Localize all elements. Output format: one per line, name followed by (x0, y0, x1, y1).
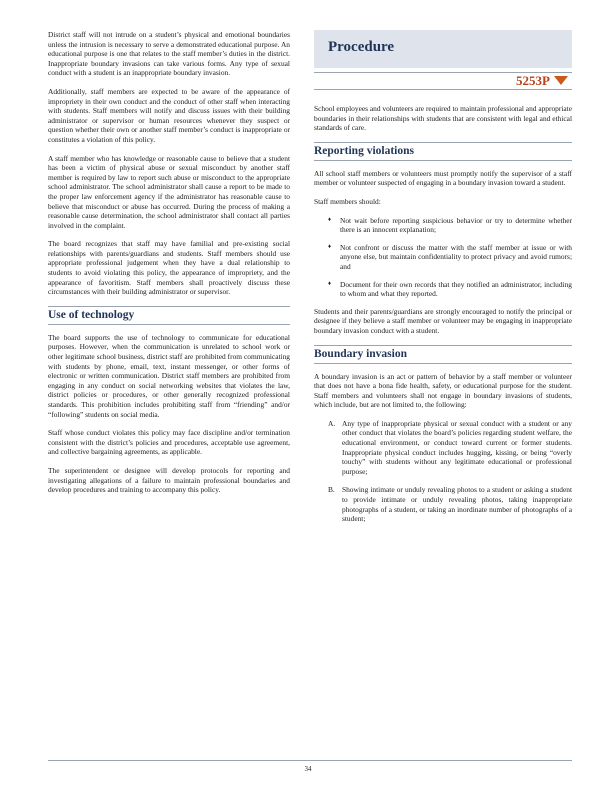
left-column (48, 30, 290, 504)
procedure-title: Procedure (328, 39, 395, 55)
list-item: B. Showing intimate or unduly revealing photos to a student or asking a student to provide intimate or unduly revealing photos, taking inappropriate photographs of a student, or taking an inordinate number of photographs of a student; (328, 485, 572, 524)
body-paragraph: District staff will not intrude on a student’s physical and emotional boundaries unless the intrusion is necessary to serve a demonstrated educational purpose. An educational purpose is one that relates to the staff member’s duties in the district. Inappropriate boundary invasions can take various forms. Any type of sexual conduct with a student is an inappropriate boundary invasion. (48, 30, 290, 78)
list-item: ♦ Not wait before reporting suspicious behavior or try to determine whether there is an innocent explanation; (328, 215, 572, 235)
body-paragraph: The superintendent or designee will develop protocols for reporting and investigating allegations of a failure to maintain professional boundaries and develop procedures and training to accompany this policy. (48, 465, 290, 495)
footer-rule (48, 760, 572, 761)
section-heading-reporting: Reporting violations (314, 142, 572, 161)
down-triangle-icon (554, 76, 568, 85)
list-item: ♦ Document for their own records that they notified an administrator, including to whom and what they reported. (328, 279, 572, 299)
body-paragraph: All school staff members or volunteers must promptly notify the supervisor of a staff member or volunteer suspected of engaging in a boundary invasion toward a student. (314, 168, 572, 188)
policy-code-bar (314, 72, 572, 90)
body-paragraph: Additionally, staff members are expected to be aware of the appearance of impropriety in their own conduct and the conduct of other staff when interacting with students. Staff members will notify and discuss issues with their building administrator or supervisor or human resources whenever they suspect or question whether their own or another staff member’s conduct is inappropriate or constitutes a violation of this policy. (48, 86, 290, 144)
diamond-bullet-icon: ♦ (328, 243, 332, 250)
body-paragraph: A boundary invasion is an act or pattern of behavior by a staff member or volunteer that does not have a bona fide health, safety, or educational purpose for the student. Staff members and volunteers shall not engage in boundary invasions of students, which include, but are not limited to, the following: (314, 371, 572, 410)
list-item: ♦ Not confront or discuss the matter with the staff member at issue or with anyone else, but maintain confidentiality to protect privacy and avoid rumors; and (328, 242, 572, 271)
page-number: 34 (304, 765, 312, 773)
boundary-invasion-list (314, 419, 572, 524)
section-heading-boundary: Boundary invasion (314, 345, 572, 364)
body-paragraph: School employees and volunteers are required to maintain professional and appropriate boundaries in their relationships with students that are consistent with legal and ethical standards of care. (314, 104, 572, 133)
body-paragraph: The board recognizes that staff may have familial and pre-existing social relationships with parents/guardians and students. Staff members should use appropriate professional judgement when they have a dual relationship to students to avoid violating this policy, the appearance of impropriety, and the appearance of favoritism. Staff members shall proactively discuss these circumstances with their building administrator or supervisor. (48, 239, 290, 297)
body-paragraph: Staff whose conduct violates this policy may face discipline and/or termination consistent with the district’s policies and procedures, acceptable use agreement, and collective bargaining agreements, as applicable. (48, 428, 290, 457)
right-column (314, 104, 572, 533)
body-paragraph: The board supports the use of technology to communicate for educational purposes. However, when the communication is unrelated to school work or other legitimate school business, district staff are prohibited from communicating with students by phone, email, text, instant messenger, or other forms of electronic or written communication. District staff members are prohibited from engaging in any conduct on social networking websites that violates the law, district policies or procedures, or other generally recognized professional standards. This prohibition includes prohibiting staff from “friending” and/or “following” students on social media. (48, 332, 290, 419)
list-item: A. Any type of inappropriate physical or sexual conduct with a student or any other conduct that violates the board’s policies regarding student welfare, the educational environment, or conduct toward current or former students. Inappropriate physical conduct includes hugging, kissing, or being “overly touchy” with students without any legitimate educational or professional purpose; (328, 418, 572, 476)
body-paragraph: Staff members should: (314, 196, 381, 206)
procedure-banner (314, 30, 572, 68)
reporting-bullet-list (314, 216, 572, 299)
diamond-bullet-icon: ♦ (328, 280, 332, 287)
section-heading-technology: Use of technology (48, 306, 290, 325)
diamond-bullet-icon: ♦ (328, 216, 332, 223)
policy-code: 5253P (516, 73, 550, 88)
body-paragraph: Students and their parents/guardians are strongly encouraged to notify the principal or designee if they believe a staff member or volunteer may be engaging in inappropriate boundary invasion conduct with a student. (314, 306, 572, 335)
body-paragraph: A staff member who has knowledge or reasonable cause to believe that a student has been a victim of physical abuse or sexual misconduct by another staff member is required by law to report such abuse or misconduct to the appropriate school administrator. The school administrator shall cause a report to be made to the proper law enforcement agency if the administrator has reasonable cause to believe that misconduct or abuse has occurred. During the process of making a reasonable cause determination, the school administrator shall contact all parties involved in the complaint. (48, 153, 290, 230)
